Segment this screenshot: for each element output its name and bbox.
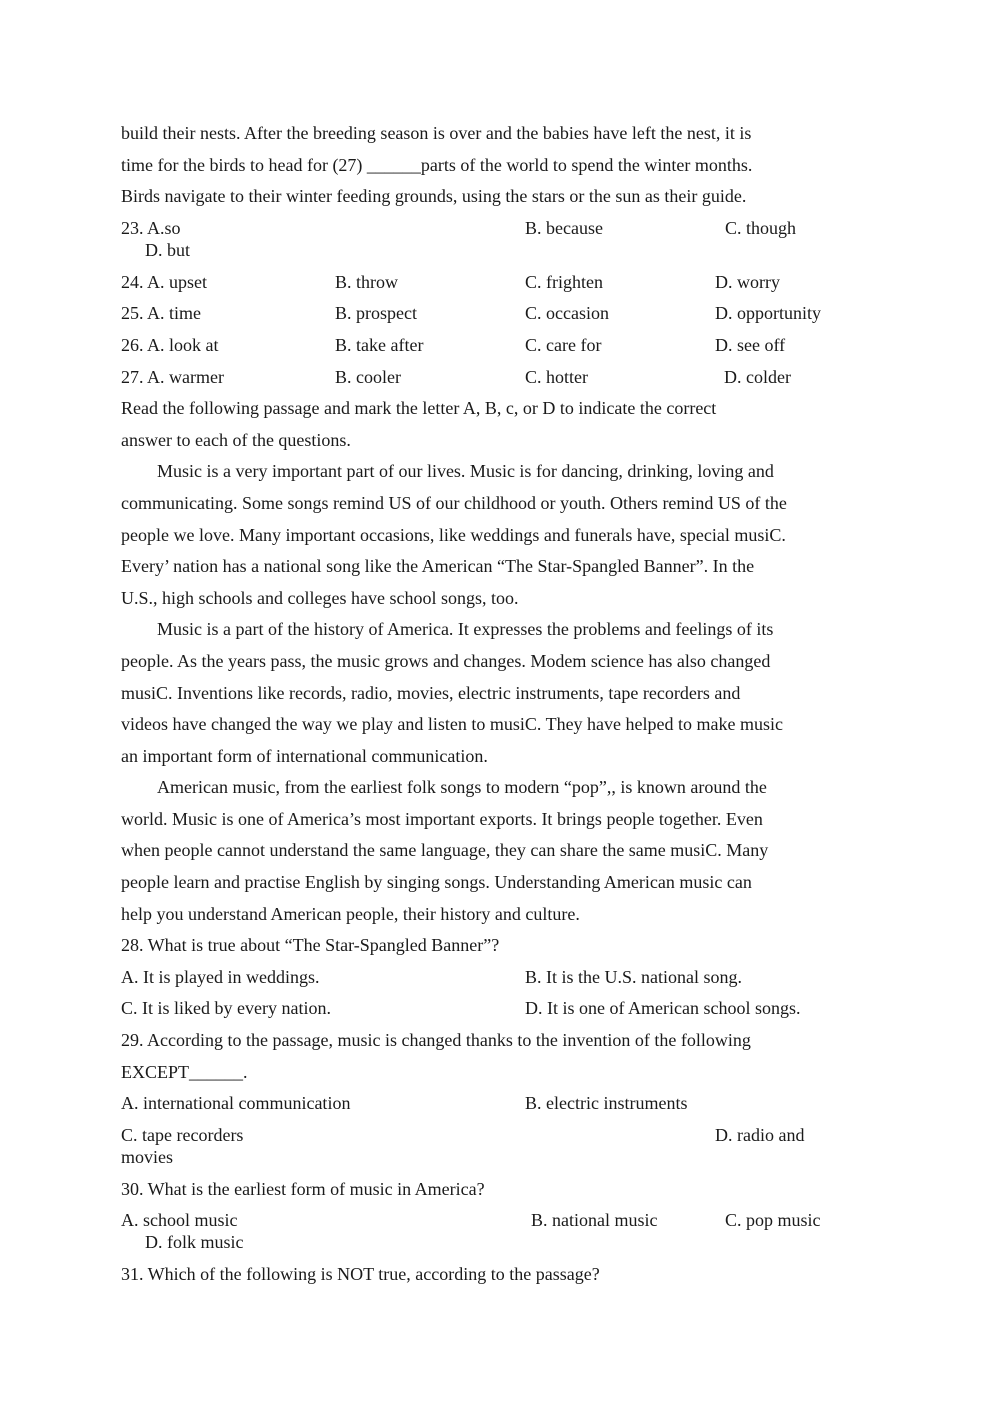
passage-line: build their nests. After the breeding season is over and the babies have left the nest, it is xyxy=(121,123,752,143)
q30-option-a: A. school music xyxy=(121,1210,238,1231)
question-29-stem-continued: EXCEPT______. xyxy=(121,1061,248,1082)
question-30-options xyxy=(121,1205,881,1259)
q24-option-d: D. worry xyxy=(715,271,780,292)
q24-option-c: C. frighten xyxy=(525,271,603,292)
paragraph-2-line: an important form of international communication. xyxy=(121,745,488,766)
question-31-stem: 31. Which of the following is NOT true, according to the passage? xyxy=(121,1264,600,1285)
question-24-options xyxy=(121,267,881,299)
paragraph-3-line: when people cannot understand the same language, they can share the same musiC. Many xyxy=(121,840,769,861)
q30-option-d: D. folk music xyxy=(145,1232,244,1253)
paragraph-3-line: American music, from the earliest folk songs to modern “pop”,, is known around the xyxy=(157,777,767,798)
question-25-options xyxy=(121,298,881,330)
q28-option-c: C. It is liked by every nation. xyxy=(121,998,331,1019)
q26-option-a: 26. A. look at xyxy=(121,334,219,355)
passage-line: Birds navigate to their winter feeding grounds, using the stars or the sun as their guide. xyxy=(121,186,747,207)
paragraph-1-line: Every’ nation has a national song like the American “The Star-Spangled Banner”. In the xyxy=(121,556,755,577)
q30-option-c: C. pop music xyxy=(725,1210,821,1231)
question-29-options-row-1 xyxy=(121,1088,881,1120)
paragraph-2-line: musiC. Inventions like records, radio, movies, electric instruments, tape recorders and xyxy=(121,682,741,703)
q25-option-b: B. prospect xyxy=(335,303,417,324)
q24-option-b: B. throw xyxy=(335,271,398,292)
q25-option-d: D. opportunity xyxy=(715,303,821,324)
q30-option-b: B. national music xyxy=(531,1210,658,1231)
q27-option-b: B. cooler xyxy=(335,366,401,387)
q29-option-a: A. international communication xyxy=(121,1093,351,1114)
paragraph-2-line: people. As the years pass, the music grows and changes. Modem science has also changed xyxy=(121,650,771,671)
instruction-line: answer to each of the questions. xyxy=(121,429,351,450)
q27-option-a: 27. A. warmer xyxy=(121,366,224,387)
paragraph-1-line: Music is a very important part of our lives. Music is for dancing, drinking, loving and xyxy=(157,461,774,482)
question-26-options xyxy=(121,330,881,362)
q25-option-c: C. occasion xyxy=(525,303,609,324)
q23-option-a: 23. A.so xyxy=(121,217,181,238)
paragraph-3-line: people learn and practise English by singing songs. Understanding American music can xyxy=(121,872,752,893)
question-28-options-row-1 xyxy=(121,962,881,994)
paragraph-1-line: people we love. Many important occasions, like weddings and funerals have, special musiC. xyxy=(121,524,786,545)
q28-option-b: B. It is the U.S. national song. xyxy=(525,966,742,987)
question-30-stem: 30. What is the earliest form of music in America? xyxy=(121,1178,485,1199)
question-28-options-row-2 xyxy=(121,993,881,1025)
question-28-stem: 28. What is true about “The Star-Spangled Banner”? xyxy=(121,935,500,956)
q27-option-c: C. hotter xyxy=(525,366,588,387)
q26-option-c: C. care for xyxy=(525,334,602,355)
q23-option-d: D. but xyxy=(145,239,190,260)
q26-option-d: D. see off xyxy=(715,334,786,355)
paragraph-3-line: help you understand American people, their history and culture. xyxy=(121,903,580,924)
question-23-options xyxy=(121,213,881,267)
paragraph-2-line: Music is a part of the history of America. It expresses the problems and feelings of its xyxy=(157,619,774,640)
q25-option-a: 25. A. time xyxy=(121,303,201,324)
question-27-options xyxy=(121,362,881,394)
q28-option-a: A. It is played in weddings. xyxy=(121,966,320,987)
paragraph-1-line: communicating. Some songs remind US of our childhood or youth. Others remind US of the xyxy=(121,492,787,513)
paragraph-1-line: U.S., high schools and colleges have school songs, too. xyxy=(121,587,519,608)
question-29-options-row-2 xyxy=(121,1120,881,1174)
q29-option-d: D. radio and xyxy=(715,1124,805,1145)
instruction-line: Read the following passage and mark the letter A, B, c, or D to indicate the correct xyxy=(121,398,717,419)
document-content xyxy=(121,118,881,1291)
q29-option-b: B. electric instruments xyxy=(525,1093,688,1114)
q23-option-b: B. because xyxy=(525,217,603,238)
q24-option-a: 24. A. upset xyxy=(121,271,208,292)
passage-line: time for the birds to head for (27) ______parts of the world to spend the winter months. xyxy=(121,154,753,175)
q23-option-c: C. though xyxy=(725,217,797,238)
q29-option-d-continued: movies xyxy=(121,1146,173,1167)
paragraph-3-line: world. Music is one of America’s most important exports. It brings people together. Even xyxy=(121,808,763,829)
question-29-stem: 29. According to the passage, music is changed thanks to the invention of the following xyxy=(121,1030,751,1051)
paragraph-2-line: videos have changed the way we play and listen to musiC. They have helped to make music xyxy=(121,714,783,735)
q28-option-d: D. It is one of American school songs. xyxy=(525,998,801,1019)
q26-option-b: B. take after xyxy=(335,334,424,355)
q27-option-d: D. colder xyxy=(724,366,791,387)
q29-option-c: C. tape recorders xyxy=(121,1124,244,1145)
